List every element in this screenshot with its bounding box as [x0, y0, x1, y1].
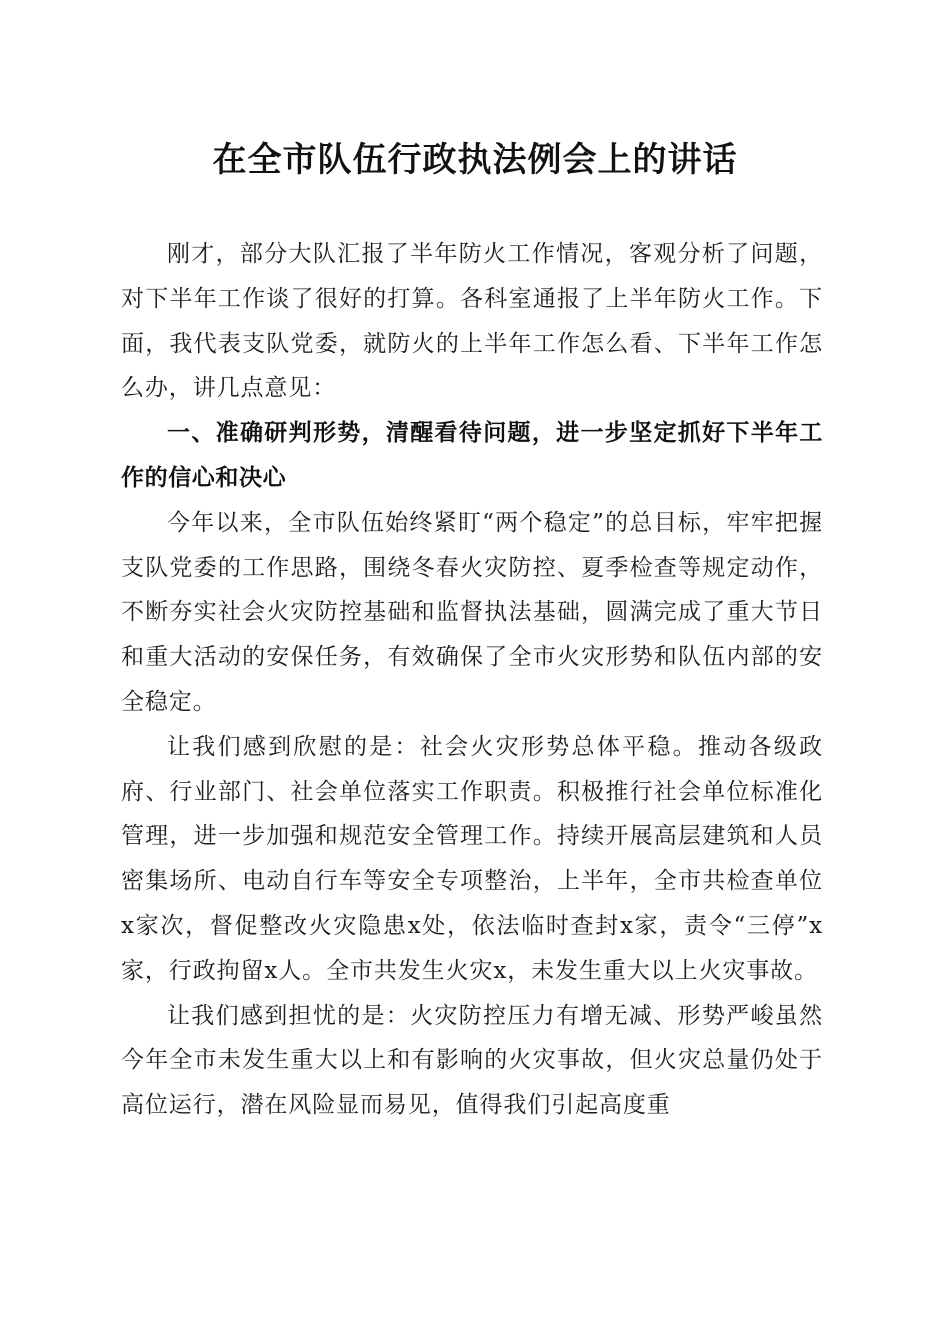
paragraph-concern: 让我们感到担忧的是：火灾防控压力有增无减、形势严峻虽然今年全市未发生重大以上和有影响的火灾事故，但火灾总量仍处于高位运行，潜在风险显而易见，值得我们引起高度重: [121, 1002, 823, 1119]
document-body: [121, 232, 823, 1128]
paragraph-overview: 今年以来，全市队伍始终紧盯“两个稳定”的总目标，牢牢把握支队党委的工作思路，围绕冬春火灾防控、夏季检查等规定动作，不断夯实社会火灾防控基础和监督执法基础，圆满完成了重大节日和重大活动的安保任务，有效确保了全市火灾形势和队伍内部的安全稳定。: [121, 509, 823, 715]
paragraph-intro: 刚才，部分大队汇报了半年防火工作情况，客观分析了问题，对下半年工作谈了很好的打算。各科室通报了上半年防火工作。下面，我代表支队党委，就防火的上半年工作怎么看、下半年工作怎么办，讲几点意见：: [121, 241, 823, 402]
section-heading-1: 一、准确研判形势，清醒看待问题，进一步坚定抓好下半年工作的信心和决心: [121, 420, 823, 491]
document-title: 在全市队伍行政执法例会上的讲话: [212, 140, 738, 180]
paragraph-positive: 让我们感到欣慰的是：社会火灾形势总体平稳。推动各级政府、行业部门、社会单位落实工作职责。积极推行社会单位标准化管理，进一步加强和规范安全管理工作。持续开展高层建筑和人员密集场所、电动自行车等安全专项整治，上半年，全市共检查单位x家次，督促整改火灾隐患x处，依法临时查封x家，责令“三停”x家，行政拘留x人。全市共发生火灾x，未发生重大以上火灾事故。: [121, 733, 823, 984]
